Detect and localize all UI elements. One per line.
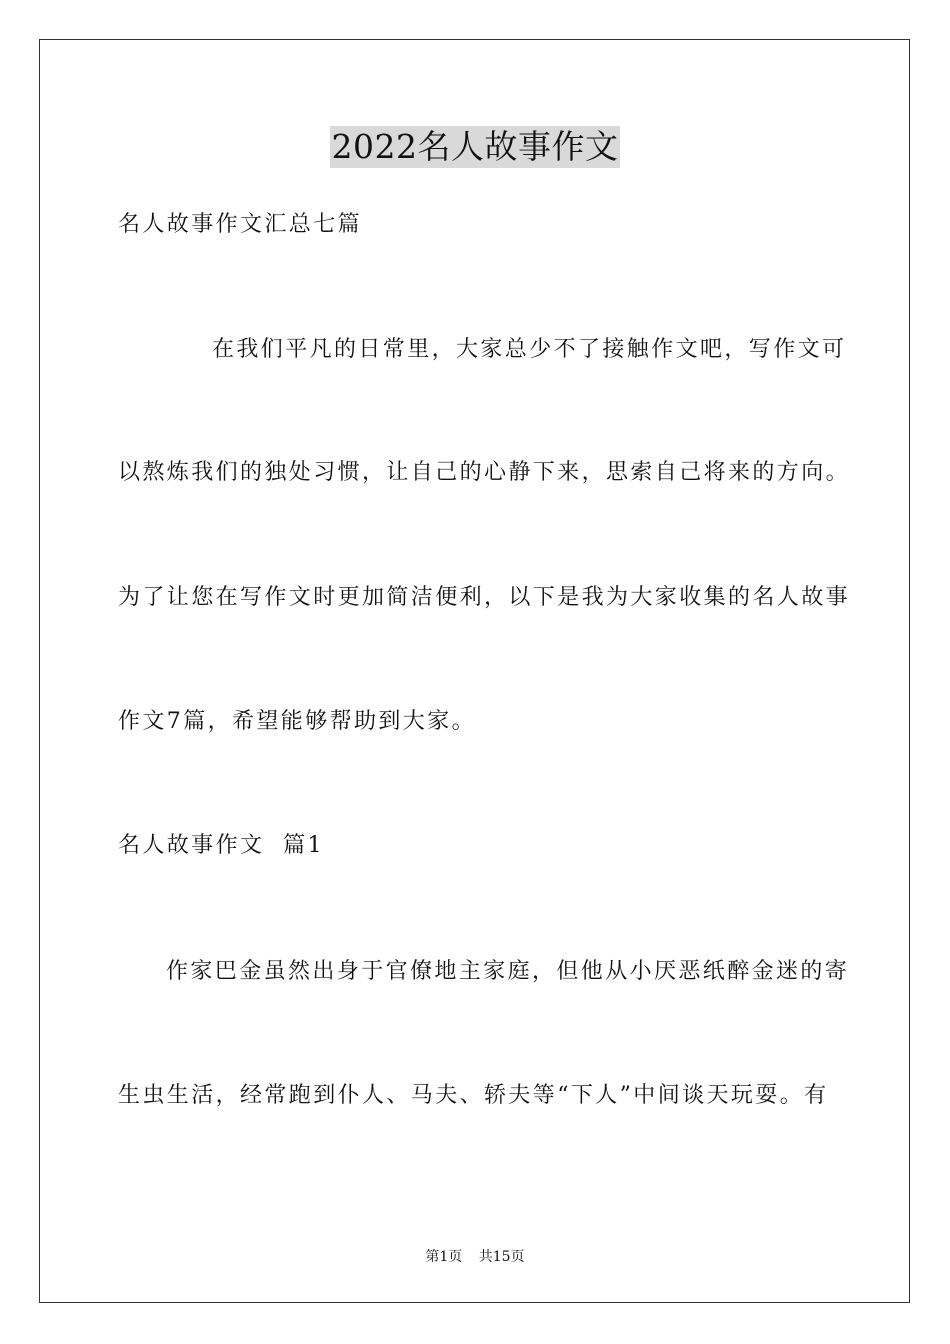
page-total: 共15页 xyxy=(478,1249,525,1265)
page-footer xyxy=(0,1248,950,1266)
paragraph-line: 作家巴金虽然出身于官僚地主家庭，但他从小厌恶纸醉金迷的寄 xyxy=(166,959,850,984)
paragraph-line: 以熬炼我们的独处习惯，让自己的心静下来，思索自己将来的方向。 xyxy=(118,460,851,485)
paragraph-line: 生虫生活，经常跑到仆人、马夫、轿夫等“下人”中间谈天玩耍。有 xyxy=(118,1083,829,1108)
title-container xyxy=(0,126,950,168)
section-heading: 名人故事作文 篇1 xyxy=(118,833,324,858)
page-number: 第1页 xyxy=(425,1249,463,1265)
paragraph-line: 在我们平凡的日常里，大家总少不了接触作文吧，写作文可 xyxy=(212,337,847,362)
paragraph-line: 为了让您在写作文时更加简洁便利，以下是我为大家收集的名人故事 xyxy=(118,585,851,610)
document-title: 2022名人故事作文 xyxy=(331,127,619,166)
paragraph-line: 作文7篇，希望能够帮助到大家。 xyxy=(118,709,476,734)
document-subtitle: 名人故事作文汇总七篇 xyxy=(118,212,363,237)
